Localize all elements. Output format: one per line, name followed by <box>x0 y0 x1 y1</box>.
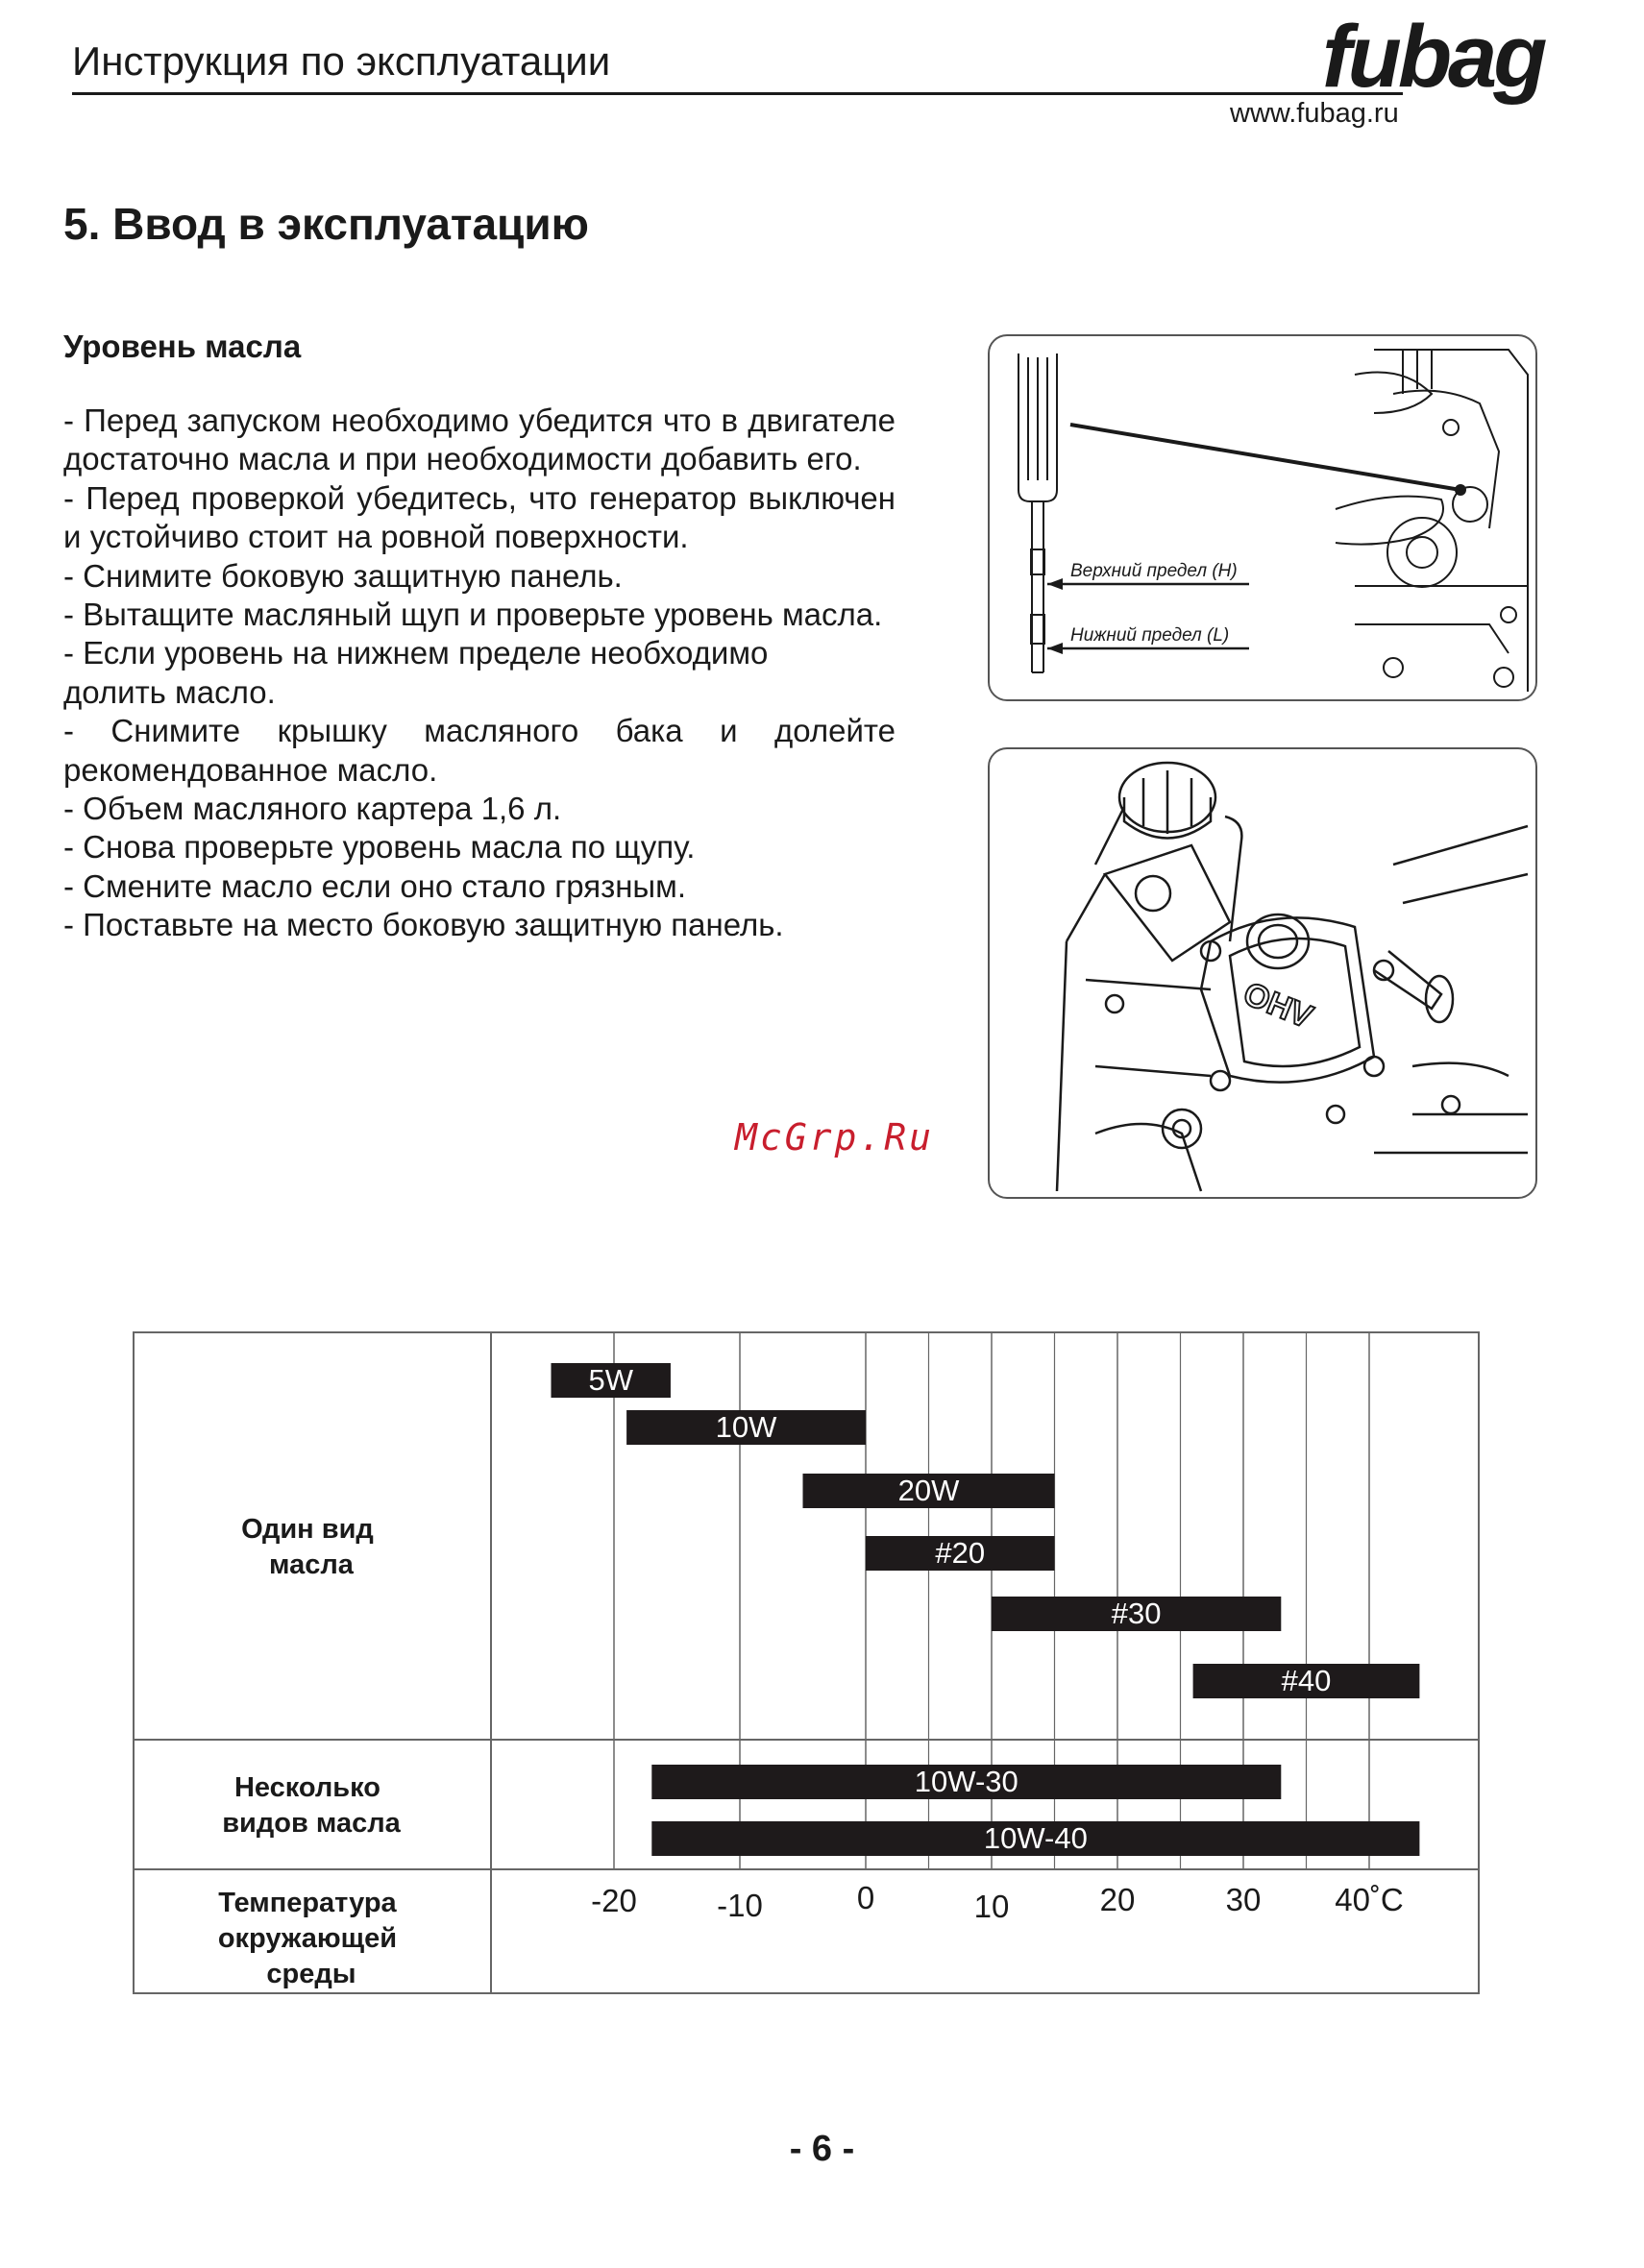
svg-text:Несколько видов масла <box>222 1772 401 1839</box>
instruction-line-5: - Если уровень на нижнем пределе необходимо долить масло. <box>63 635 769 710</box>
bar-label: 10W-40 <box>983 1821 1088 1855</box>
oil-viscosity-chart <box>133 1331 1480 1994</box>
instructions-text <box>63 402 896 945</box>
x-tick-label: 30 <box>1225 1882 1262 1917</box>
x-tick-label: 20 <box>1099 1882 1136 1917</box>
lower-limit-label: Нижний предел (L) <box>1070 625 1230 646</box>
instruction-line-8: - Снова проверьте уровень масла по щупу. <box>63 829 696 866</box>
engine-illustration <box>990 749 1535 1197</box>
instruction-line-6: - Снимите крышку масляного бака и долейте рекомендованное масло. <box>63 713 896 788</box>
multi-oil-label-line2: видов масла <box>222 1808 401 1839</box>
header-rule <box>72 92 1403 95</box>
temperature-label-line2: окружающей <box>217 1923 398 1954</box>
instruction-line-4: - Вытащите масляный щуп и проверьте уровень масла. <box>63 597 883 633</box>
bar-label: 5W <box>588 1363 633 1397</box>
svg-text:Температура окружающей <box>218 1888 405 1989</box>
watermark: McGrp.Ru <box>735 1116 935 1158</box>
single-oil-label-line2: масла <box>269 1549 354 1580</box>
x-tick-label: -10 <box>717 1888 763 1923</box>
bar-label: #20 <box>935 1536 986 1570</box>
single-oil-label-line1: Один вид <box>241 1514 374 1545</box>
upper-limit-label: Верхний предел (H) <box>1070 561 1238 581</box>
page-number: - 6 - <box>789 2129 855 2169</box>
x-tick-label: -20 <box>591 1883 637 1918</box>
bar-label: 20W <box>897 1474 960 1507</box>
website-link[interactable]: www.fubag.ru <box>1230 98 1399 129</box>
svg-text:Один вид масла <box>241 1514 381 1580</box>
instruction-line-3: - Снимите боковую защитную панель. <box>63 557 623 594</box>
multi-oil-label-line1: Несколько <box>233 1772 380 1803</box>
bar-label: #40 <box>1281 1664 1332 1697</box>
x-tick-label: 40˚C <box>1335 1882 1404 1917</box>
x-tick-label: 0 <box>856 1880 875 1915</box>
instruction-line-10: - Поставьте на место боковую защитную панель. <box>63 907 784 943</box>
subsection-heading: Уровень масла <box>63 329 302 364</box>
ohv-label: OHV <box>1238 975 1318 1036</box>
dipstick-figure <box>988 334 1537 701</box>
logo-text: fubag <box>1322 8 1544 106</box>
temperature-label-line1: Температура <box>218 1888 397 1918</box>
document-title: Инструкция по эксплуатации <box>72 38 611 84</box>
instruction-line-9: - Смените масло если оно стало грязным. <box>63 867 687 904</box>
instruction-line-1: - Перед запуском необходимо убедится что в двигателе достаточно масла и при необходимости добавить его. <box>63 402 896 477</box>
dipstick-illustration <box>990 336 1535 699</box>
oil-chart-svg <box>133 1331 1480 1994</box>
bar-label: 10W <box>715 1410 777 1444</box>
bar-label: #30 <box>1111 1597 1162 1630</box>
section-heading: 5. Ввод в эксплуатацию <box>63 199 589 249</box>
oil-cap-figure <box>988 747 1537 1199</box>
x-tick-label: 10 <box>973 1889 1010 1924</box>
instruction-line-7: - Объем масляного картера 1,6 л. <box>63 791 562 827</box>
bar-label: 10W-30 <box>914 1765 1018 1798</box>
instruction-line-2: - Перед проверкой убедитесь, что генератор выключен и устойчиво стоит на ровной поверхности. <box>63 479 896 555</box>
temperature-label-line3: среды <box>266 1959 356 1989</box>
